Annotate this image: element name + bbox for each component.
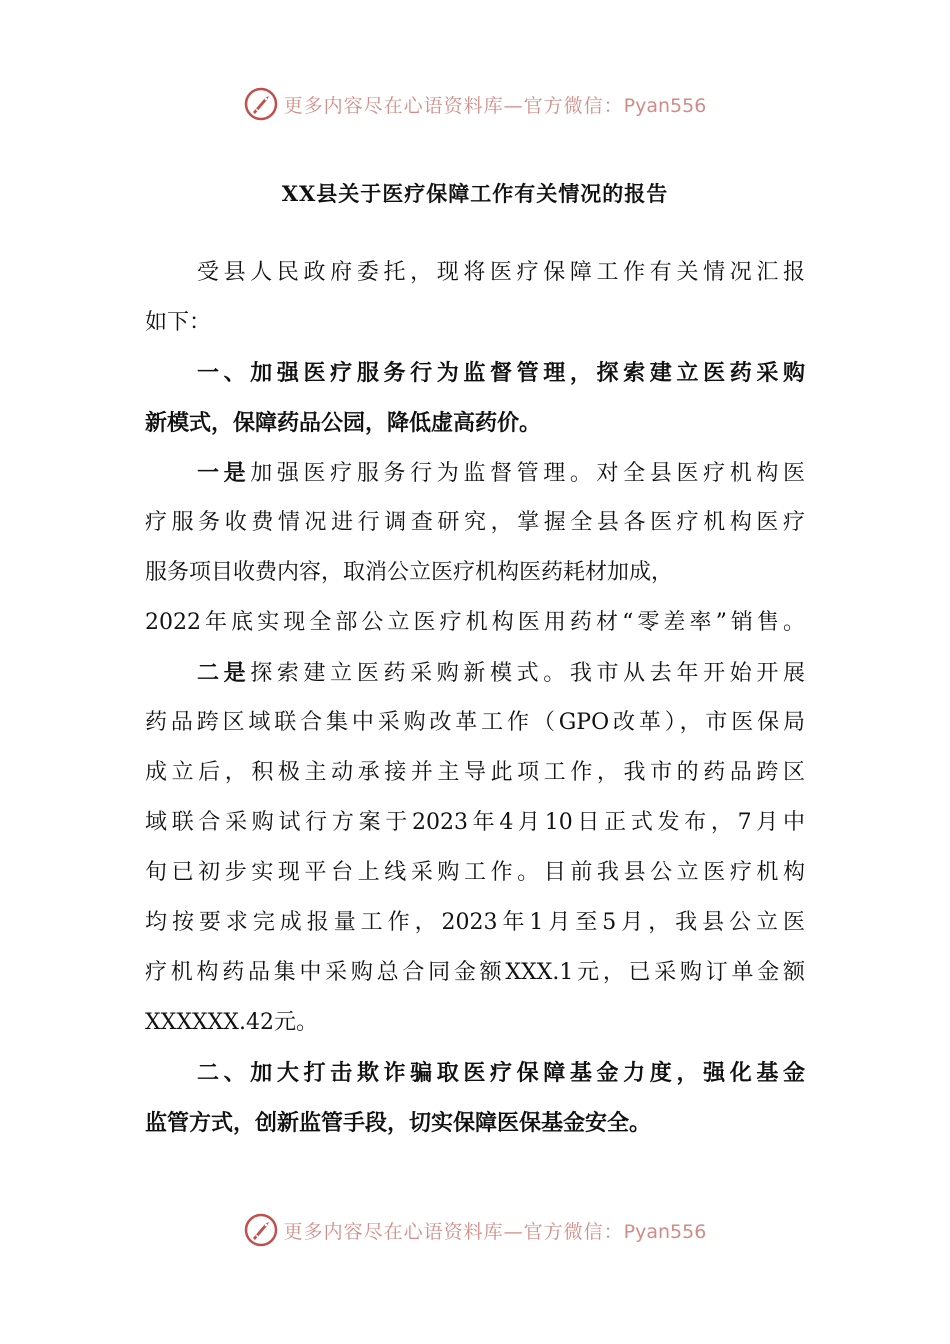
- paragraph-line: 一是加强医疗服务行为监督管理。对全县医疗机构医: [197, 460, 805, 486]
- pen-nib-logo-icon: [244, 87, 278, 121]
- paragraph-line: 域联合采购试行方案于2023年4月10日正式发布，7月中: [145, 810, 805, 835]
- intro-line: 受县人民政府委托，现将医疗保障工作有关情况汇报: [197, 260, 805, 285]
- document-body: [145, 248, 805, 1148]
- paragraph-line: 成立后，积极主动承接并主导此项工作，我市的药品跨区: [145, 760, 805, 785]
- section-heading: 监管方式，创新监管手段，切实保障医保基金安全。: [145, 1110, 652, 1136]
- paragraph-line: 服务项目收费内容，取消公立医疗机构医药耗材加成，: [145, 560, 674, 585]
- watermark-text: 更多内容尽在心语资料库—官方微信：Pyan556: [283, 1220, 707, 1243]
- paragraph-line: 旬已初步实现平台上线采购工作。目前我县公立医疗机构: [145, 860, 805, 885]
- paragraph-line: XXXXXX.42元。: [145, 1010, 318, 1035]
- section-heading: 新模式，保障药品公园，降低虚高药价。: [145, 410, 542, 436]
- paragraph-line: 疗机构药品集中采购总合同金额XXX.1元，已采购订单金额: [145, 960, 805, 985]
- watermark-wechat-id: Pyan556: [623, 94, 707, 117]
- paragraph-line: 疗服务收费情况进行调查研究，掌握全县各医疗机构医疗: [145, 510, 805, 535]
- paragraph-lead: 一是: [197, 460, 251, 486]
- watermark-wechat-id: Pyan556: [623, 1220, 707, 1243]
- paragraph-line: 二是探索建立医药采购新模式。我市从去年开始开展: [197, 660, 805, 686]
- intro-line: 如下：: [145, 310, 212, 335]
- section-heading: 一、加强医疗服务行为监督管理，探索建立医药采购: [197, 360, 805, 386]
- header-watermark: [0, 84, 950, 124]
- document-title: XX县关于医疗保障工作有关情况的报告: [281, 181, 669, 206]
- paragraph-line: 药品跨区域联合集中采购改革工作（GPO改革），市医保局: [145, 710, 805, 735]
- paragraph-line: 2022年底实现全部公立医疗机构医用药材“零差率”销售。: [145, 610, 805, 635]
- paragraph-lead: 二是: [197, 660, 251, 686]
- pen-nib-logo-icon: [244, 1213, 278, 1247]
- paragraph-line: 均按要求完成报量工作，2023年1月至5月，我县公立医: [145, 910, 805, 935]
- watermark-text: 更多内容尽在心语资料库—官方微信：Pyan556: [283, 94, 707, 117]
- footer-watermark: [0, 1210, 950, 1250]
- section-heading: 二、加大打击欺诈骗取医疗保障基金力度，强化基金: [197, 1060, 805, 1086]
